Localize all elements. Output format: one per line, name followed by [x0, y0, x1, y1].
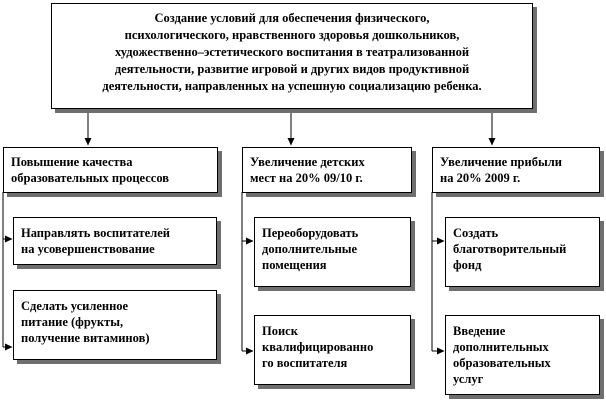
- item-text-line: питание (фрукты,: [21, 315, 124, 329]
- item-text-line: квалифицированно: [262, 340, 374, 354]
- branch-1-title-line: образовательных процессов: [11, 171, 170, 185]
- branch-3-title-line: на 20% 2009 г.: [440, 171, 521, 185]
- item-text-line: на усовершенствование: [21, 242, 155, 256]
- item-text-line: Создать: [453, 226, 499, 240]
- root-goal-line: психологического, нравственного здоровья дошкольников,: [124, 28, 460, 42]
- item-text-line: Направлять воспитателей: [21, 226, 170, 240]
- root-goal-line: Создание условий для обеспечения физического,: [154, 11, 430, 25]
- branch-2-item-1: [254, 217, 411, 287]
- branch-3-item-1: [445, 217, 600, 287]
- branch-3-title-line: Увеличение прибыли: [440, 155, 562, 169]
- branch-2-item-2: [254, 315, 411, 385]
- branch-1-header: [3, 147, 218, 193]
- root-goal-line: художественно–эстетического воспитания в театрализованной: [114, 45, 470, 59]
- item-text-line: го воспитателя: [262, 356, 348, 370]
- item-text-line: образовательных: [453, 356, 551, 370]
- item-text-line: получение витаминов): [21, 331, 150, 345]
- item-text-line: помещения: [262, 258, 327, 272]
- root-goal-line: деятельности, развитие игровой и других видов продуктивной: [114, 62, 470, 76]
- item-text-line: Поиск: [262, 324, 298, 338]
- root-goal-box: [51, 3, 533, 109]
- item-text-line: благотворительный: [453, 242, 567, 256]
- item-text-line: услуг: [453, 372, 484, 386]
- item-text-line: дополнительных: [453, 340, 549, 354]
- root-goal-line: деятельности, направленных на успешную социализацию ребенка.: [102, 79, 482, 93]
- branch-1-title-line: Повышение качества: [11, 155, 133, 169]
- item-text-line: фонд: [453, 258, 482, 272]
- branch-3-header: [432, 147, 600, 193]
- branch-1-item-1: [13, 217, 217, 265]
- branch-3-item-2: [445, 315, 600, 395]
- item-text-line: дополнительные: [262, 242, 358, 256]
- item-text-line: Введение: [453, 324, 506, 338]
- branch-2-title-line: мест на 20% 09/10 г.: [250, 171, 363, 185]
- branch-2-title-line: Увеличение детских: [250, 155, 365, 169]
- item-text-line: Сделать усиленное: [21, 299, 129, 313]
- item-text-line: Переоборудовать: [262, 226, 359, 240]
- branch-1-item-2: [13, 290, 217, 360]
- branch-2-header: [242, 147, 412, 193]
